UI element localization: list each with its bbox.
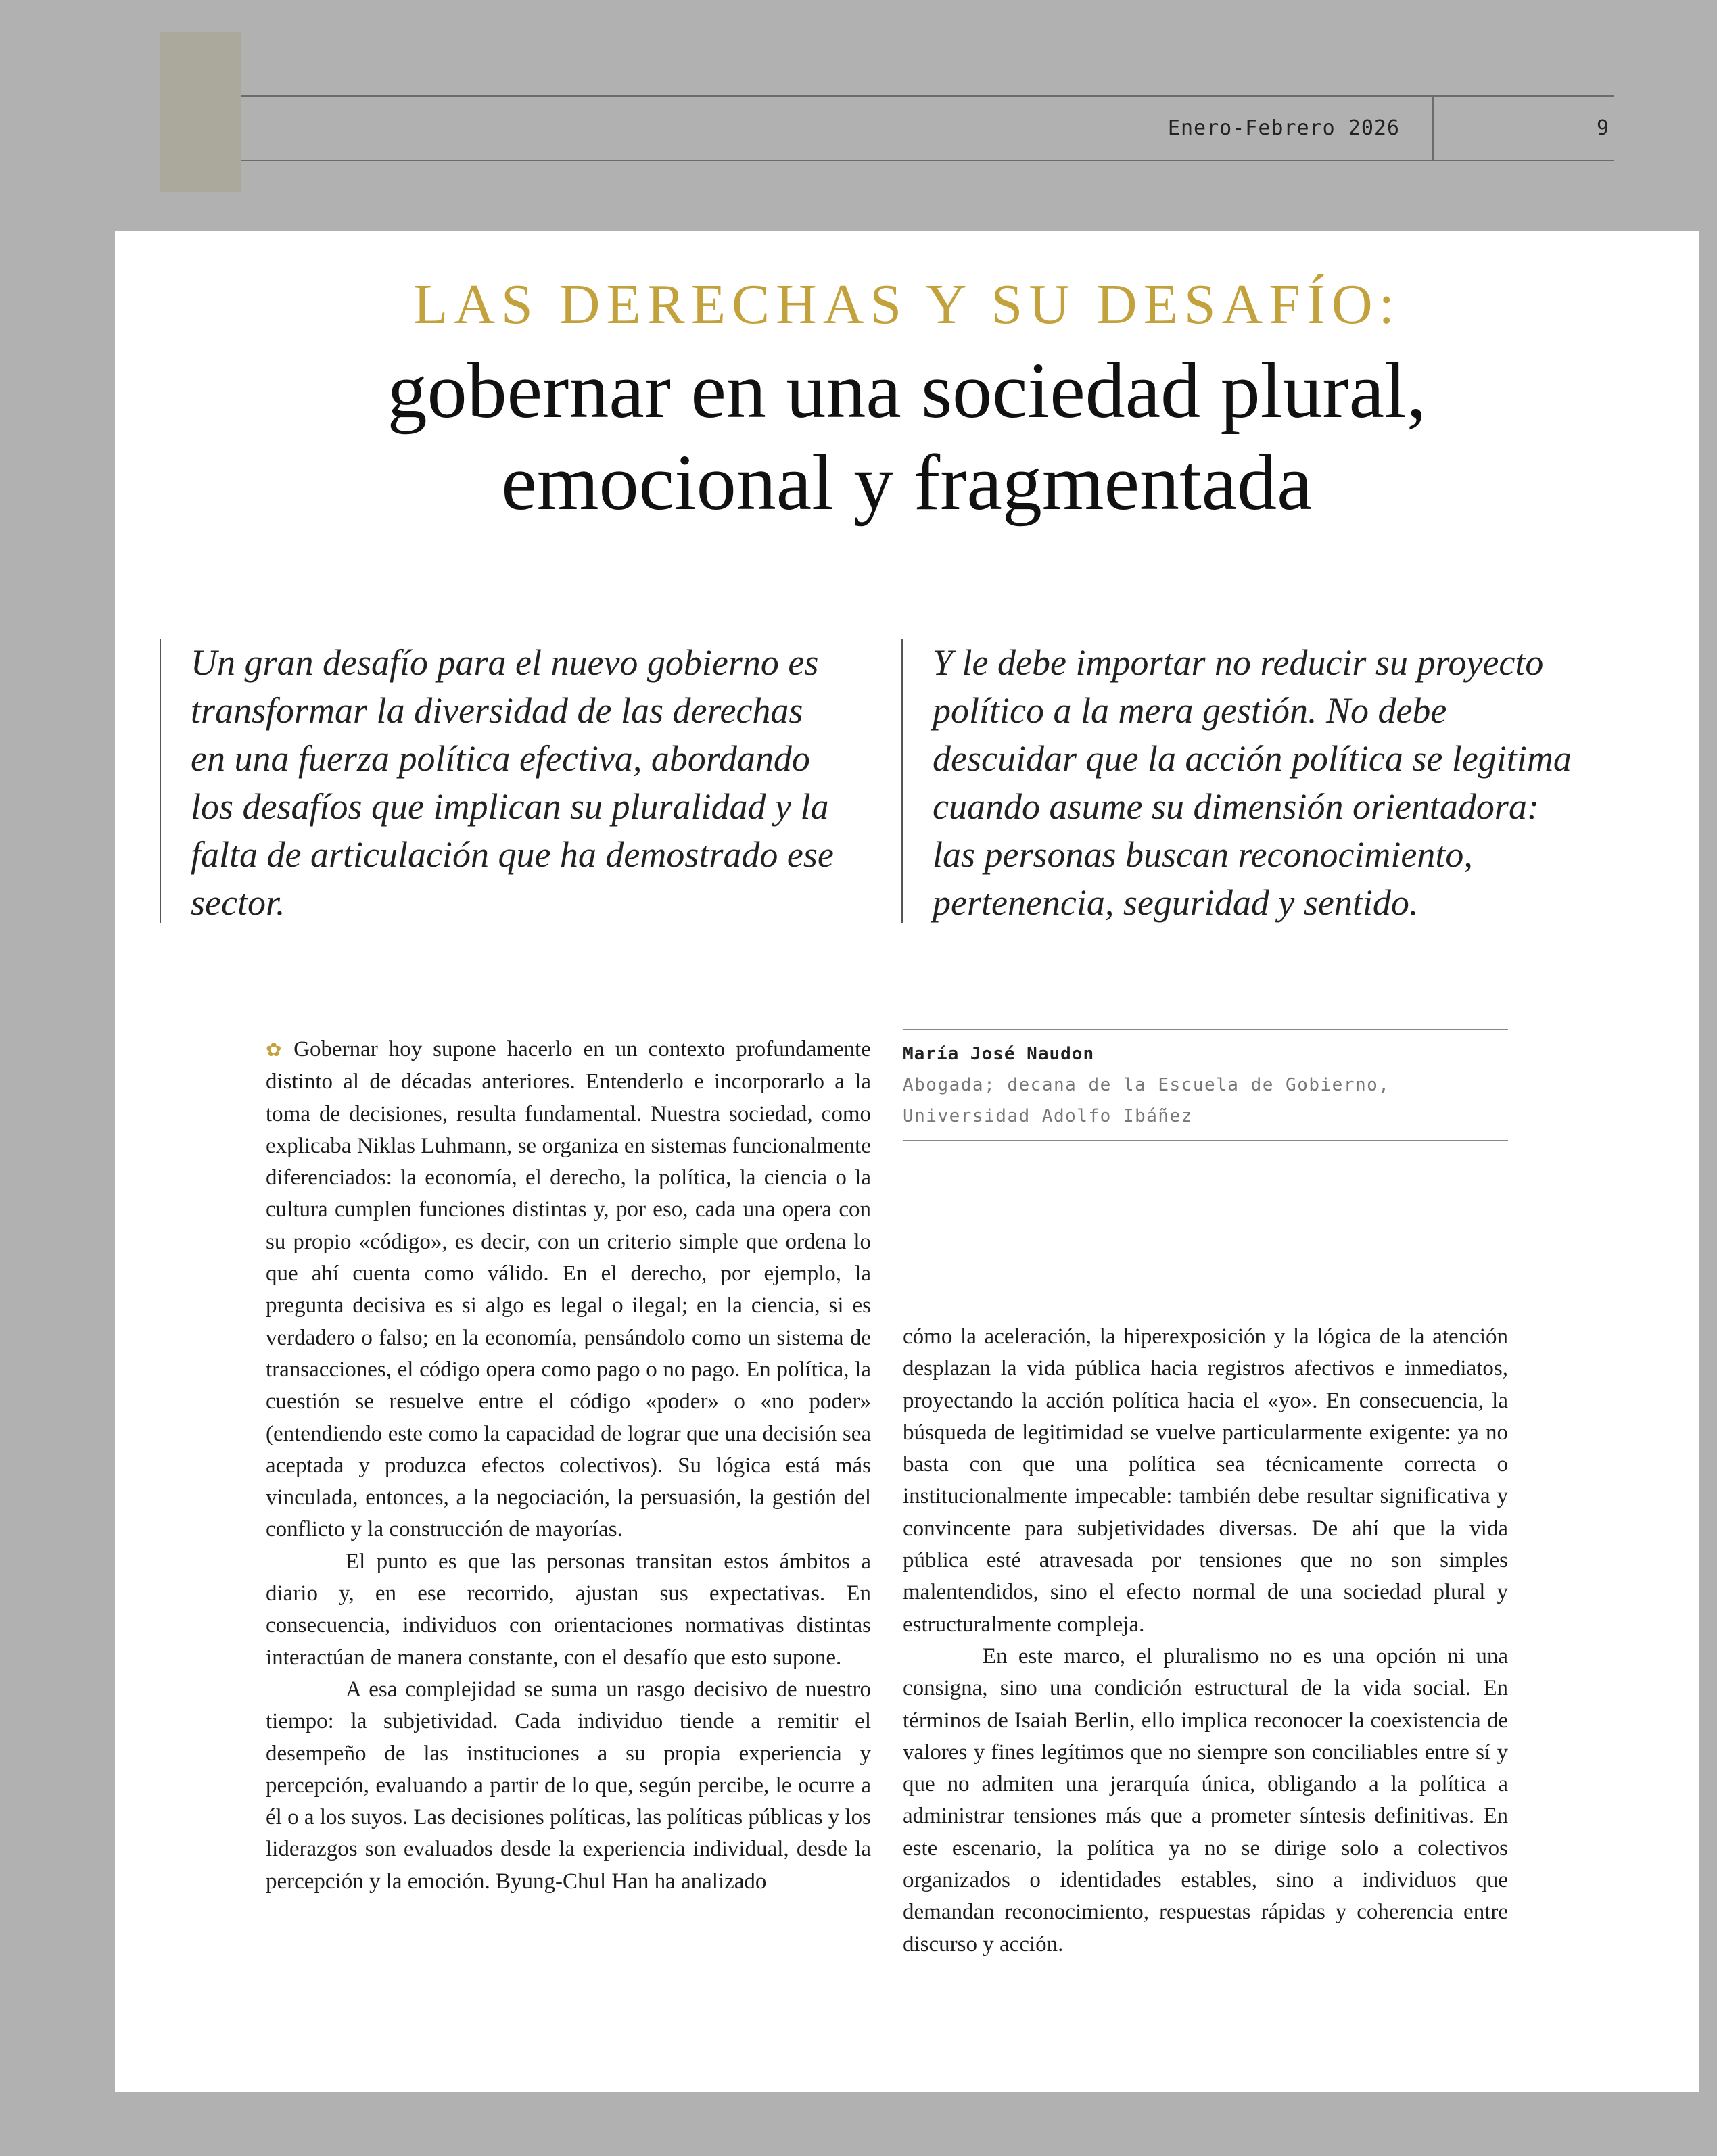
body-column-right: [903, 1321, 1508, 1961]
header-divider: [1432, 95, 1434, 161]
body-column-left: [266, 1034, 871, 1898]
body-paragraph: En este marco, el pluralismo no es una opción ni una consigna, sino una condición estructural de la vida social. En términos de Isaiah Berlin, ello implica reconocer la coexistencia de valores y fines legítimos que no siempre son conciliables entre sí y que no admiten una jerarquía única, obligando a la política a administrar tensiones más que a prometer síntesis definitivas. En este escenario, la política ya no se dirige solo a colectivos organizados o identidades estables, sino a individuos que demandan reconocimiento, respuestas rápidas y coherencia entre discurso y acción.: [903, 1644, 1508, 1957]
header-bottom-rule: [241, 160, 1614, 161]
issue-date: Enero-Febrero 2026: [1167, 116, 1400, 140]
body-paragraph: [266, 1034, 871, 1546]
flower-bullet-icon: ✿: [266, 1040, 287, 1061]
body-paragraph: cómo la aceleración, la hiperexposición y la lógica de la atención desplazan la vida pública hacia registros afectivos e inmediatos, proyectando la acción política hacia el «yo». En consecuencia, la búsqueda de legitimidad se vuelve particularmente exigente: ya no basta con que una política sea técnicamente correcta o institucionalmente impecable: también debe resultar significativa y convincente para subjetividades diversas. De ahí que la vida pública esté atravesada por tensiones que no son simples malentendidos, sino el efecto normal de una sociedad plural y estructuralmente compleja.: [903, 1324, 1508, 1637]
article-kicker: LAS DERECHAS Y SU DESAFÍO:: [413, 273, 1401, 336]
header-top-rule: [241, 95, 1614, 97]
author-role-line-1: Abogada; decana de la Escuela de Gobierno,: [903, 1075, 1390, 1095]
article-headline: [115, 345, 1699, 529]
lede-left: Un gran desafío para el nuevo gobierno es transformar la diversidad de las derechas en una fuerza política efectiva, abordando los desafíos que implican su pluralidad y la falta de articulación que ha demostrado ese sector.: [160, 639, 840, 923]
body-paragraph: El punto es que las personas transitan estos ámbitos a diario y, en ese recorrido, ajustan sus expectativas. En consecuencia, individuos con orientaciones normativas distintas interactúan de manera constante, con el desafío que esto supone.: [266, 1549, 871, 1670]
author-role-line-2: Universidad Adolfo Ibáñez: [903, 1106, 1193, 1126]
author-name: María José Naudon: [903, 1044, 1095, 1064]
headline-line-2: emocional y fragmentada: [501, 438, 1313, 527]
lede-right: Y le debe importar no reducir su proyecto político a la mera gestión. No debe descuidar que la acción política se legitima cuando asume su dimensión orientadora: las personas buscan reconocimiento, pertenencia, seguridad y sentido.: [901, 639, 1582, 923]
headline-line-1: gobernar en una sociedad plural,: [387, 346, 1427, 435]
body-paragraph: A esa complejidad se suma un rasgo decisivo de nuestro tiempo: la subjetividad. Cada individuo tiende a remitir el desempeño de las instituciones a su propia experiencia y percepción, evaluando a partir de lo que, según percibe, le ocurre a él o a los suyos. Las decisiones políticas, las políticas públicas y los liderazgos son evaluados desde la experiencia individual, desde la percepción y la emoción. Byung-Chul Han ha analizado: [266, 1677, 871, 1894]
author-byline: [903, 1029, 1508, 1141]
body-paragraph-text: Gobernar hoy supone hacerlo en un contexto profundamente distinto al de décadas anteriores. Entenderlo e incorporarlo a la toma de decisiones, resulta fundamental. Nuestra sociedad, como explicaba Niklas Luhmann, se organiza en sistemas funcionalmente diferenciados: la economía, el derecho, la política, la ciencia o la cultura cumplen funciones distintas y, por eso, cada una opera con su propio «código», es decir, con un criterio simple que ordena lo que ahí cuenta como válido. En el derecho, por ejemplo, la pregunta decisiva es si algo es legal o ilegal; en la ciencia, si es verdadero o falso; en la economía, pensándolo como un sistema de transacciones, el código opera como pago o no pago. En política, la cuestión se resuelve entre el código «poder» o «no poder» (entendiendo este como la capacidad de lograr que una decisión sea aceptada y produzca efectos colectivos). Su lógica está más vinculada, entonces, a la negociación, la persuasión, la gestión del conflicto y la construcción de mayorías.: [266, 1037, 871, 1542]
page-number: 9: [1596, 116, 1609, 140]
section-tab-marker: [160, 32, 241, 192]
